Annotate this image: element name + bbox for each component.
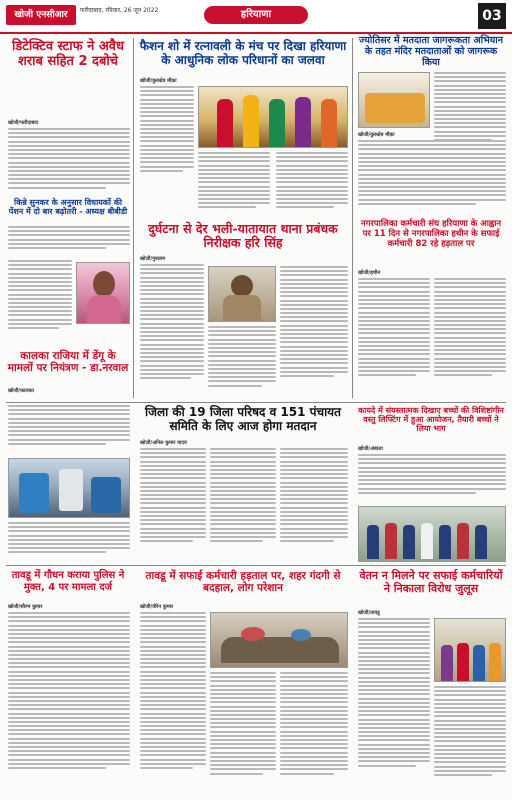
headline-cattle-rescue: तावडू में गौधन कराया पुलिस ने मुक्त, 4 पर मामला दर्ज — [11, 570, 125, 593]
byline: खोजी/कालका — [8, 388, 34, 394]
column-rule — [133, 38, 134, 398]
article-body — [8, 612, 130, 794]
horizontal-rule — [6, 565, 506, 566]
article-body — [198, 152, 270, 218]
photo-protest — [434, 618, 506, 682]
headline-dengue: कालका राजिया में डेंगू के मामलों पर नियंत्रण - डा.नरवाल — [7, 350, 129, 375]
column-rule — [352, 38, 353, 398]
article-body — [8, 405, 130, 453]
byline: खोजी/फरीदाबाद — [8, 120, 39, 126]
article-body — [140, 86, 194, 186]
article-body — [434, 278, 506, 398]
article-body — [210, 672, 276, 794]
article-body — [280, 448, 348, 562]
byline: खोजी/सौरभ कुमार — [8, 604, 43, 610]
article-body — [358, 140, 506, 218]
article-body — [210, 448, 276, 562]
headline-election: जिला की 19 जिला परिषद व 151 पंचायत समिति के लिए आज होगा मतदान — [145, 405, 341, 433]
photo-fashion-show — [198, 86, 348, 148]
portrait-photo — [76, 262, 130, 324]
brand-logo: खोजी एनसीआर — [6, 5, 76, 25]
article-body — [8, 128, 130, 194]
article-body — [434, 686, 506, 794]
article-body — [276, 152, 348, 218]
article-body — [140, 612, 206, 794]
dateline: फरीदाबाद, रविवार, 26 जून 2022 — [80, 7, 159, 14]
page-number: 03 — [478, 3, 506, 29]
section-label: हरियाणा — [204, 6, 308, 24]
horizontal-rule — [6, 402, 506, 403]
byline: खोजी/तावडू — [358, 610, 380, 616]
byline: खोजी/अनिल कुमार यादव — [140, 440, 187, 446]
byline: खोजी/वीरेन कुमार — [140, 604, 174, 610]
article-body — [208, 326, 276, 398]
headline-fashion-show: फैशन शो में रत्नावली के मंच पर दिखा हरियाणा के आधुनिक लोक परिधानों का जलवा — [139, 39, 347, 67]
byline: खोजी/गुरुग्राम — [140, 256, 166, 262]
headline-sanitation-strike-tavdu: तावडू में सफाई कर्मचारी हड़ताल पर, शहर गंदगी से बदहाल, लोग परेशान — [145, 570, 341, 595]
article-body — [8, 226, 130, 256]
photo-voter-awareness — [358, 72, 430, 128]
headline-protest-march: वेतन न मिलने पर सफाई कर्मचारियों ने निकाला विरोध जुलूस — [359, 569, 503, 595]
headline-lifting: कायदे में संयस्तात्मक दिखाए बच्चों की विशिष्टांगीन वस्तु लिफ्टिंग में हुआ आयोजन, तैयारी बच्चों ने लिया भाग — [358, 406, 504, 434]
subhead-pension: किन्ने सुनकर के अनुसार विधायकों की पेंशन में दो बार बढ़ोतरी - अध्यक्ष बीबीडी — [8, 198, 128, 217]
byline: खोजी/कुरुक्षेत्र मौक़ा — [358, 132, 395, 138]
headline-traffic: दुर्घटना से देर भली-यातायात थाना प्रबंधक निरीक्षक हरि सिंह — [148, 221, 338, 251]
masthead — [0, 0, 512, 34]
article-body — [280, 672, 348, 794]
photo-garbage — [210, 612, 348, 668]
article-body — [358, 278, 430, 398]
photo-traffic-officer — [208, 266, 276, 322]
article-body — [8, 522, 130, 562]
article-body — [358, 454, 506, 502]
photo-lifting-event — [358, 506, 506, 562]
byline: खोजी/अंबाला — [358, 446, 383, 452]
article-body — [140, 448, 206, 562]
article-body — [8, 260, 72, 340]
byline: खोजी/हथीन — [358, 270, 381, 276]
headline-voter-awareness: ज्योतिसर में मतदाता जागरूकता अभियान के तहत मंदिर मतदाताओं को जागरूक किया — [358, 35, 504, 68]
article-body — [358, 618, 430, 794]
article-body — [280, 266, 348, 398]
article-body — [140, 264, 204, 398]
photo-dengue — [8, 458, 130, 518]
headline-sanitation-strike-hathin: नगरपालिका कर्मचारी संघ हरियाणा के आह्वान पर 11 दिन से नगरपालिका हथीन के सफाई कर्मचारी 82 रहे हड़ताल पर — [360, 219, 502, 249]
byline: खोजी/कुरुक्षेत्र मौक़ा — [140, 78, 177, 84]
headline-detective-staff: डिटेक्टिव स्टाफ ने अवैध शराब सहित 2 दबोचे — [11, 39, 125, 69]
